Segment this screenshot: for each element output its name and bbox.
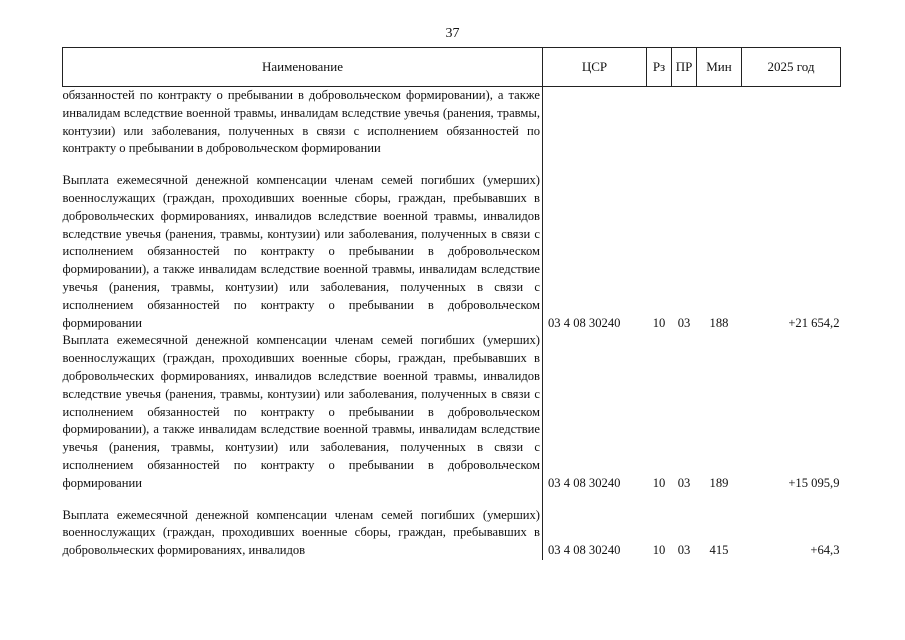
row-rz: 10	[652, 543, 666, 558]
header-year: 2025 год	[742, 48, 841, 87]
table-row	[63, 493, 841, 560]
header-pr: ПР	[672, 48, 697, 87]
row-amount: +15 095,9	[788, 475, 840, 490]
header-rz: Рз	[647, 48, 672, 87]
row-rz	[647, 87, 672, 159]
row-pr: 03	[677, 315, 691, 330]
row-rz: 10	[652, 475, 666, 490]
row-csr: 03 4 08 30240	[543, 158, 647, 332]
table-row	[63, 158, 841, 332]
row-min	[697, 87, 742, 159]
row-name: Выплата ежемесячной денежной компенсации членам семей погибших (умерших) военнослужащих (граждан, проходивших военные сборы, граждан, пребывавших в добровольческих формированиях, инвалидов	[62, 507, 540, 558]
table-header-row	[63, 48, 841, 87]
row-min: 189	[709, 475, 729, 490]
row-pr: 03	[677, 475, 691, 490]
row-amount	[742, 87, 841, 159]
row-name: Выплата ежемесячной денежной компенсации членам семей погибших (умерших) военнослужащих (граждан, проходивших военные сборы, граждан, пребывавших в добровольческих формированиях, инвалидов вследствие военной травмы, инвалидов вследствие увечья (ранения, травмы, контузии) или заболевания, полученных в связи с исполнением обязанностей по контракту о пребывании в добровольческом формировании), а также инвалидам вследствие военной травмы, инвалидам вследствие увечья (ранения, травмы, контузии) или заболевания, полученных в связи с исполнением обязанностей по контракту о пребывании в добровольческом формировании	[62, 173, 540, 330]
row-min: 415	[709, 543, 729, 558]
row-csr	[543, 87, 647, 159]
budget-table	[62, 47, 841, 560]
row-amount: +21 654,2	[788, 315, 840, 330]
header-name: Наименование	[63, 48, 543, 87]
row-pr	[672, 87, 697, 159]
row-pr: 03	[677, 543, 691, 558]
row-csr: 03 4 08 30240	[543, 493, 647, 560]
page-number: 37	[445, 26, 460, 41]
table-row	[63, 87, 841, 159]
row-min: 188	[709, 315, 729, 330]
row-name: Выплата ежемесячной денежной компенсации членам семей погибших (умерших) военнослужащих (граждан, проходивших военные сборы, граждан, пребывавших в добровольческих формированиях, инвалидов вследствие военной травмы, инвалидов вследствие увечья (ранения, травмы, контузии) или заболевания, полученных в связи с исполнением обязанностей по контракту о пребывании в добровольческом формировании), а также инвалидам вследствие военной травмы, инвалидам вследствие увечья (ранения, травмы, контузии) или заболевания, полученных в связи с исполнением обязанностей по контракту о пребывании в добровольческом формировании	[62, 333, 540, 490]
header-min: Мин	[697, 48, 742, 87]
header-csr: ЦСР	[543, 48, 647, 87]
table-row	[63, 332, 841, 492]
row-amount: +64,3	[810, 543, 840, 558]
row-rz: 10	[652, 315, 666, 330]
row-name: обязанностей по контракту о пребывании в добровольческом формировании), а также инвалидам вследствие военной травмы, инвалидам вследствие увечья (ранения, травмы, контузии) или заболевания, полученных в связи с исполнением обязанностей по контракту о пребывании в добровольческом формировании	[62, 88, 540, 156]
row-csr: 03 4 08 30240	[543, 332, 647, 492]
